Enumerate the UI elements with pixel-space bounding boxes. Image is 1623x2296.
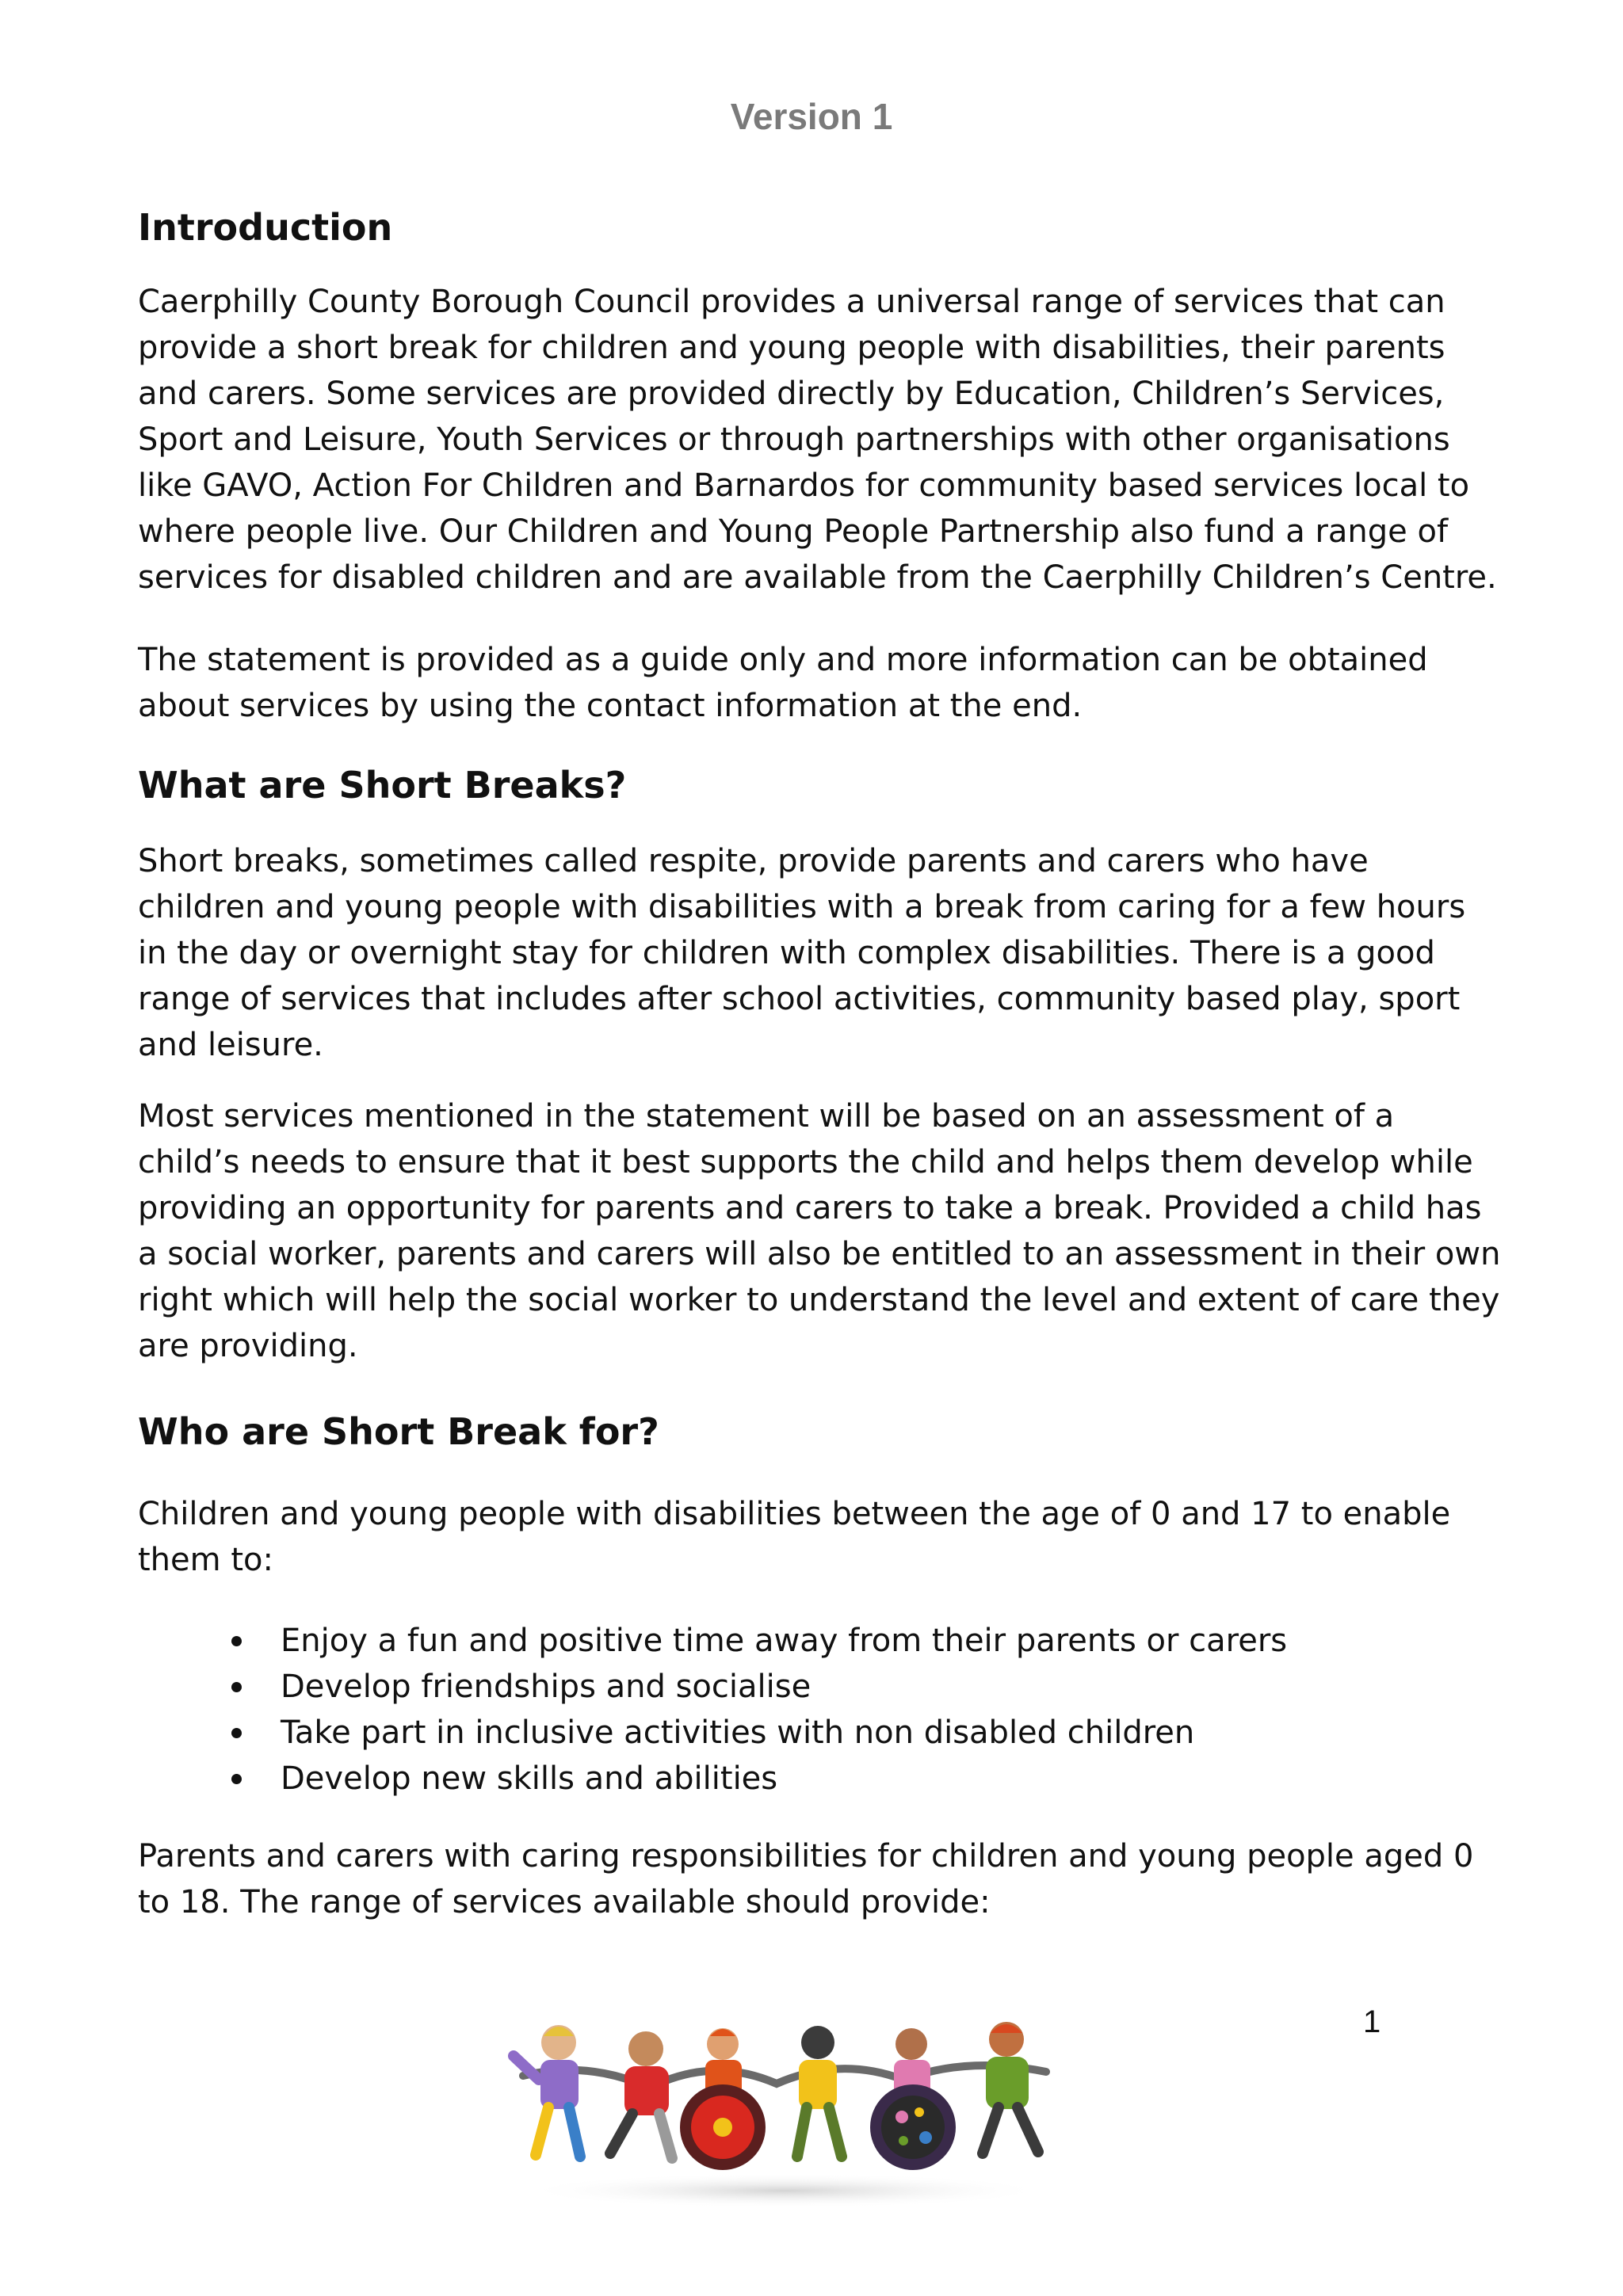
logo-arms	[523, 2065, 1046, 2088]
logo-child-6	[983, 2022, 1038, 2153]
list-item-text: Develop friendships and socialise	[281, 1669, 812, 1705]
list-item	[228, 1664, 1501, 1710]
children-holding-hands-logo-icon	[491, 2012, 1078, 2210]
paragraph-what-1: Short breaks, sometimes called respite, provide parents and carers who have children and young people with disabilities with a break from caring for a few hours in the day or overnight stay for children with complex disabilities. There is a good range of services that includes after school activities, community based play, sport and leisure.	[138, 843, 1466, 1063]
heading-what-are-short-breaks: What are Short Breaks?	[138, 764, 627, 807]
bullet-icon	[231, 1682, 242, 1692]
logo-shadow	[523, 2173, 1046, 2208]
bullet-icon	[231, 1728, 242, 1738]
paragraph-parents: Parents and carers with caring responsibilities for children and young people aged 0 to 18. The range of services available should provide:	[138, 1838, 1474, 1920]
paragraph-intro-1: Caerphilly County Borough Council provides a universal range of services that can provide a short break for children and young people with disabilities, their parents and carers. Some services are provided directly by Education, Children’s Services, Sport and Leisure, Youth Services or through partnerships with other organisations like GAVO, Action For Children and Barnardos for community based services local to where people live. Our Children and Young People Partnership also fund a range of services for disabled children and are available from the Caerphilly Children’s Centre.	[138, 284, 1497, 596]
list-item-text: Develop new skills and abilities	[281, 1760, 778, 1797]
logo-child-3-wheelchair	[680, 2028, 766, 2170]
paragraph-who-intro: Children and young people with disabilities between the age of 0 and 17 to enable them to:	[138, 1496, 1451, 1578]
bullet-icon	[231, 1636, 242, 1646]
logo-child-5-wheelchair	[870, 2028, 956, 2170]
list-item	[228, 1710, 1501, 1756]
bullet-icon	[231, 1774, 242, 1784]
paragraph-intro-2: The statement is provided as a guide only and more information can be obtained about services by using the contact information at the end.	[138, 642, 1428, 724]
page-number: 1	[1363, 2004, 1381, 2039]
paragraph-what-2: Most services mentioned in the statement will be based on an assessment of a child’s needs to ensure that it best supports the child and helps them develop while providing an opportunity for parents and carers to take a break. Provided a child has a social worker, parents and carers will also be entitled to an assessment in their own right which will help the social worker to understand the level and extent of care they are providing.	[138, 1098, 1501, 1364]
logo-child-2	[610, 2031, 672, 2158]
list-item-text: Enjoy a fun and positive time away from their parents or carers	[281, 1623, 1288, 1659]
document-body	[138, 198, 1501, 1925]
heading-who-are-short-breaks-for: Who are Short Break for?	[138, 1410, 659, 1453]
heading-introduction: Introduction	[138, 206, 393, 249]
list-item	[228, 1618, 1501, 1664]
benefits-list	[138, 1618, 1501, 1802]
list-item	[228, 1756, 1501, 1802]
list-item-text: Take part in inclusive activities with non disabled children	[281, 1714, 1195, 1751]
version-label: Version 1	[730, 96, 893, 137]
logo-child-4	[797, 2026, 842, 2157]
logo-child-1	[514, 2025, 580, 2157]
